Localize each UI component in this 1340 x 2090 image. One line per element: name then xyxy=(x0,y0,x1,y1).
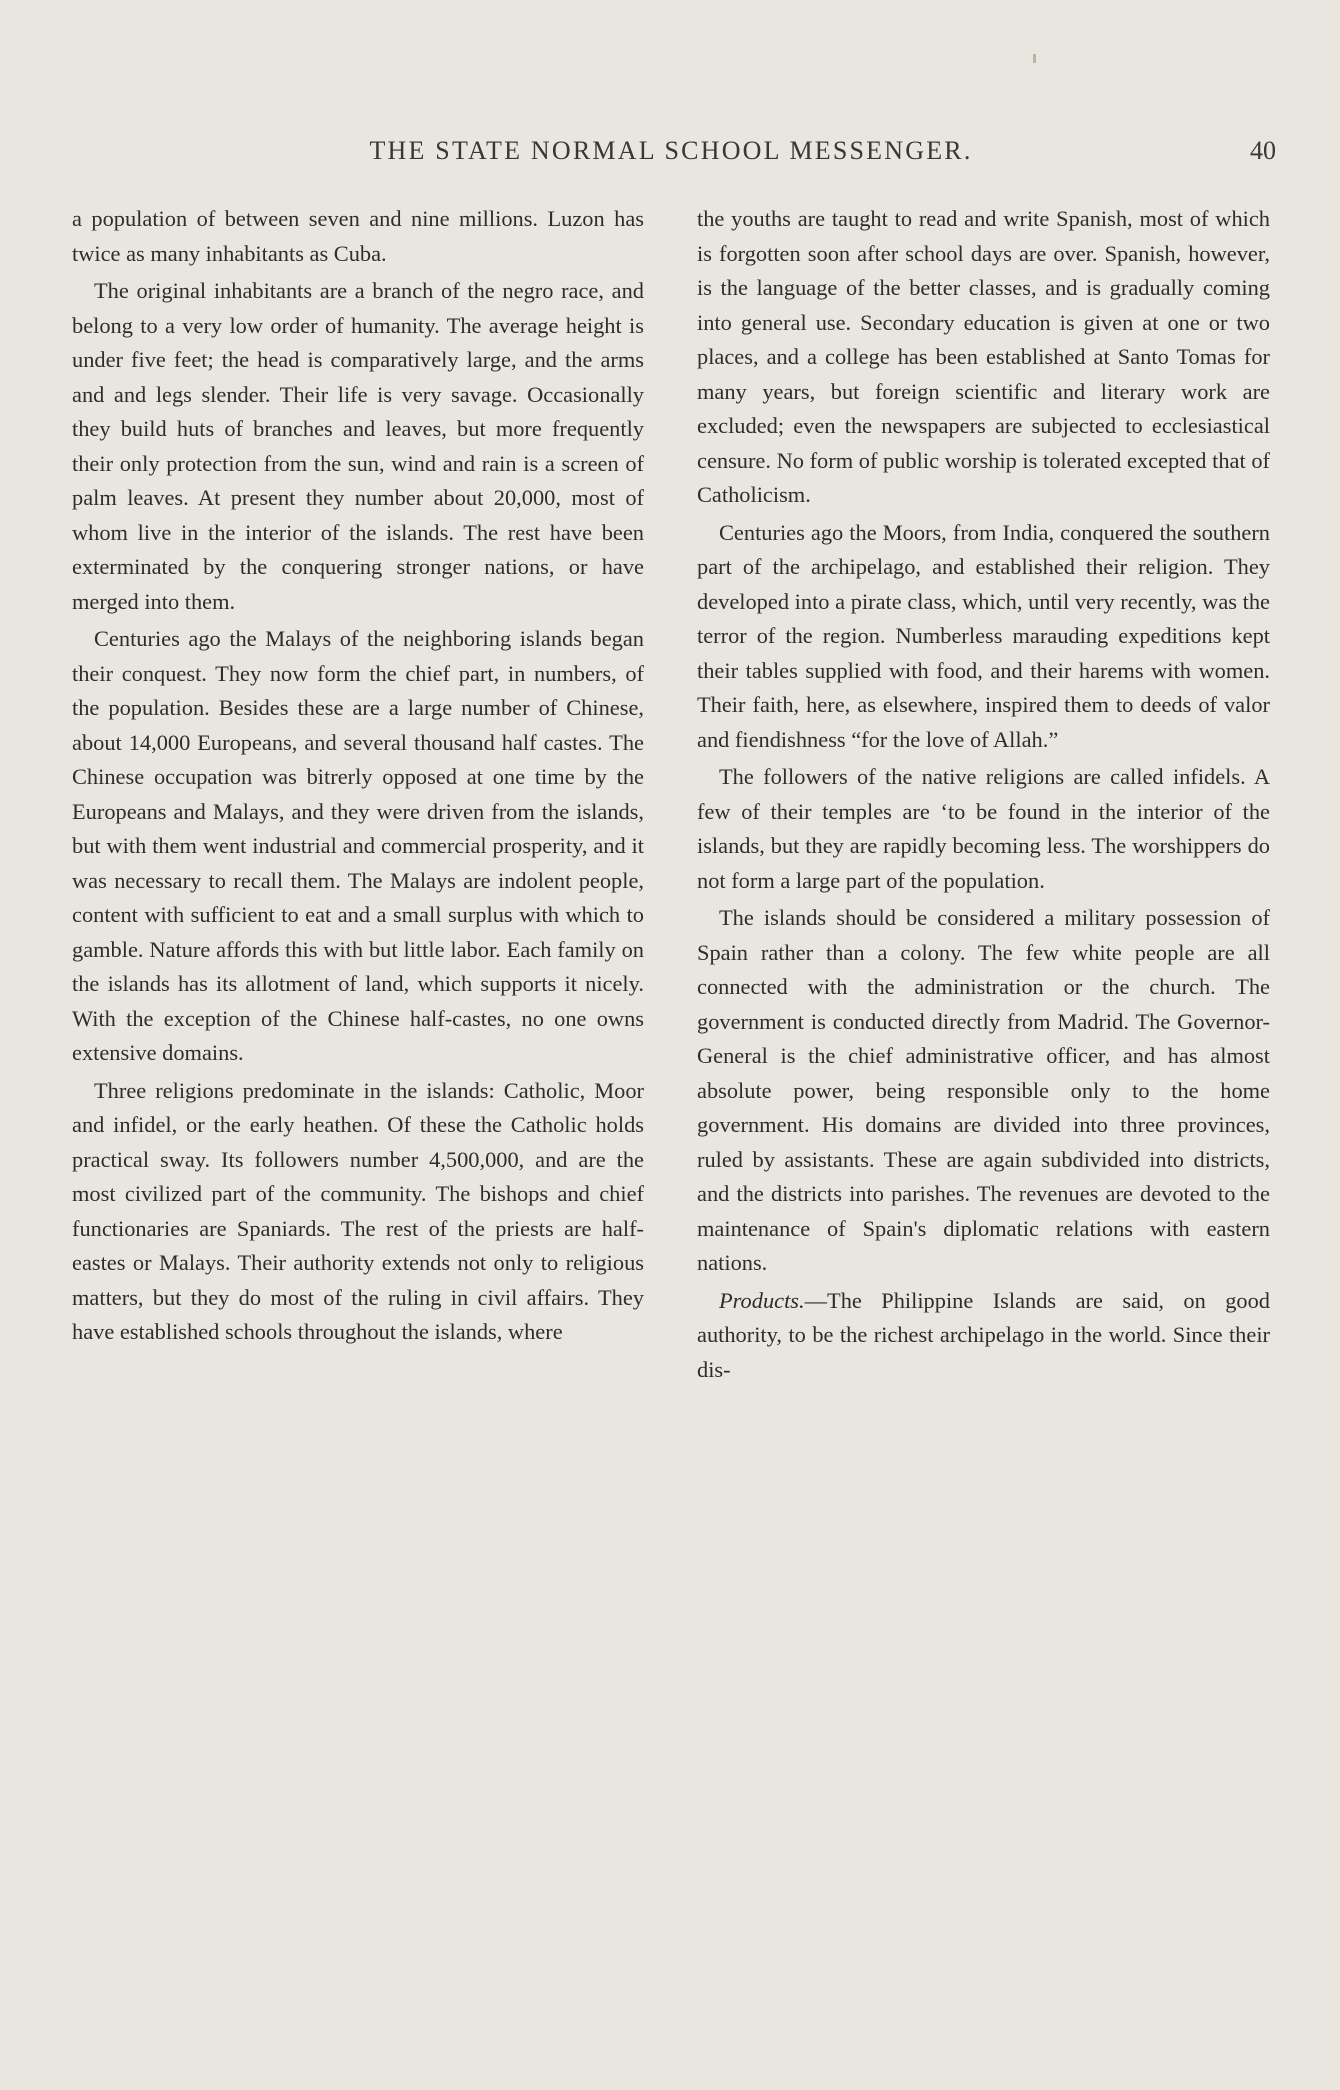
page-number: 40 xyxy=(1250,136,1276,165)
paragraph: the youths are taught to read and write Spanish, most of which is forgotten soon after school days are over. Spanish, however, is the language of the better classes, and is gradually coming into general use. Secondary education is given at one or two places, and a college has been established at Santo Tomas for many years, but foreign scientific and literary work are excluded; even the newspapers are subjected to ecclesiastical censure. No form of public worship is tolerated excepted that of Catholicism. xyxy=(697,206,1270,507)
left-column xyxy=(72,202,644,1353)
paragraph: Centuries ago the Moors, from India, conquered the southern part of the archipelago, and established their religion. They developed into a pirate class, which, until very recently, was the terror of the region. Numberless marauding expeditions kept their tables supplied with food, and their harems with women. Their faith, here, as elsewhere, inspired them to deeds of valor and fiendishness “for the love of Allah.” xyxy=(697,519,1270,752)
paragraph: Centuries ago the Malays of the neighboring islands began their conquest. They now form the chief part, in numbers, of the population. Besides these are a large number of Chinese, about 14,000 Europeans, and several thousand half castes. The Chinese occupation was bitrerly opposed at one time by the Europeans and Malays, and they were driven from the islands, but with them went industrial and commercial prosperity, and it was necessary to recall them. The Malays are indolent people, content with sufficient to eat and a small surplus with which to gamble. Nature affords this with but little labor. Each family on the islands has its allotment of land, which supports it nicely. With the exception of the Chinese half-castes, no one owns extensive domains. xyxy=(72,626,644,1065)
right-column xyxy=(697,202,1270,1390)
section-lead: Products. xyxy=(719,1287,805,1313)
paragraph: The original inhabitants are a branch of the negro race, and belong to a very low order of humanity. The average height is under five feet; the head is comparatively large, and the arms and and legs slender. Their life is very savage. Occasionally they build huts of branches and leaves, but more frequently their only protection from the sun, wind and rain is a screen of palm leaves. At present they number about 20,000, most of whom live in the interior of the islands. The rest have been exterminated by the conquering stronger nations, or have merged into them. xyxy=(72,278,644,614)
running-title: THE STATE NORMAL SCHOOL MESSENGER. xyxy=(369,136,973,165)
paragraph-products xyxy=(697,1284,1270,1388)
paragraph: The followers of the native religions are called infidels. A few of their temples are ‘to be found in the interior of the islands, but they are rapidly becoming less. The worshippers do not form a large part of the population. xyxy=(697,764,1270,893)
paragraph: The islands should be considered a military possession of Spain rather than a colony. The few white people are all connected with the administration or the church. The government is conducted directly from Madrid. The Governor-General is the chief administrative officer, and has almost absolute power, being responsible only to the home government. His domains are divided into three provinces, ruled by assistants. These are again subdivided into districts, and the districts into parishes. The revenues are devoted to the maintenance of Spain's diplomatic relations with eastern nations. xyxy=(697,905,1270,1275)
paragraph: a population of between seven and nine millions. Luzon has twice as many inhabitants as Cuba. xyxy=(72,206,644,266)
stray-ink-mark xyxy=(1033,54,1036,63)
paragraph: Three religions predominate in the islands: Catholic, Moor and infidel, or the early heathen. Of these the Catholic holds practical sway. Its followers number 4,500,000, and are the most civilized part of the community. The bishops and chief functionaries are Spaniards. The rest of the priests are half-eastes or Malays. Their authority extends not only to religious matters, but they do most of the ruling in civil affairs. They have established schools throughout the islands, where xyxy=(72,1077,644,1344)
page-header xyxy=(66,136,1276,176)
section-body: —The Philippine Islands are said, on good authority, to be the richest archipelago in the world. Since their dis- xyxy=(697,1287,1270,1382)
